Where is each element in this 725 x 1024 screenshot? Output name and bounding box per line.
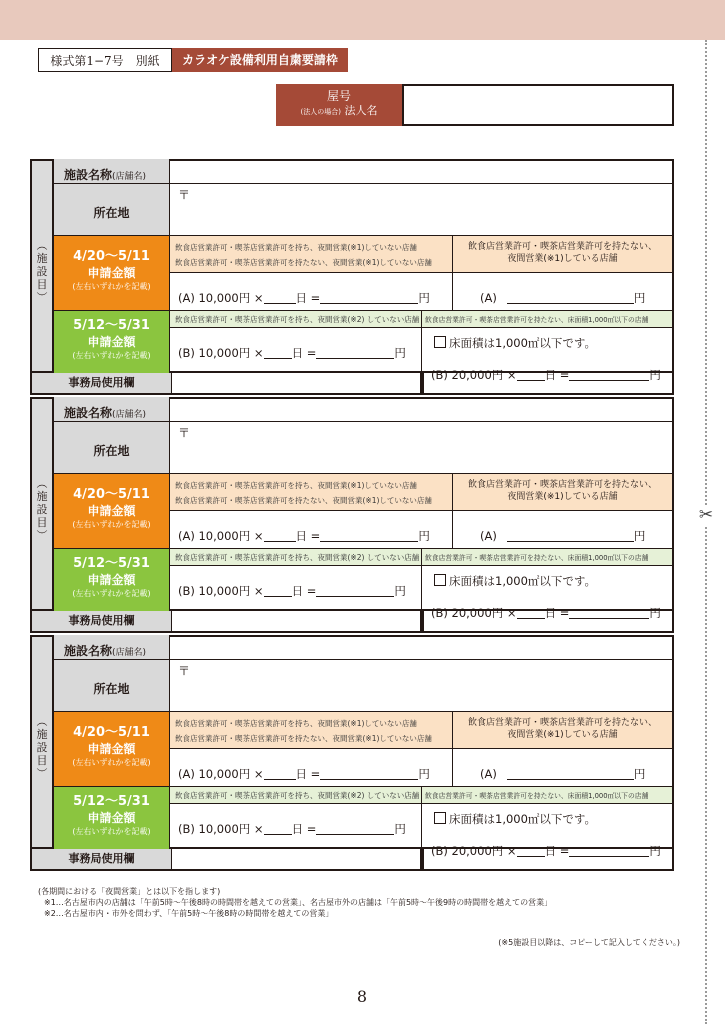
period2-label: 5/12〜5/31 申請金額 (左右いずれかを記載) (54, 549, 170, 611)
yago-label-small: (法人の場合) (300, 108, 341, 116)
checkbox-icon[interactable] (434, 812, 446, 824)
yago-label-line1: 屋号 (326, 89, 351, 103)
notes-line1: (各期間における「夜間営業」とは以下を指します) (38, 887, 221, 896)
period1-label: 4/20〜5/11 申請金額 (左右いずれかを記載) (54, 712, 170, 787)
facility-name-input[interactable] (170, 397, 672, 422)
period1-right-header: 飲食店営業許可・喫茶店営業許可を持たない、 夜間営業(※1)している店舗 (453, 712, 672, 749)
office-use-label: 事務局使用欄 (32, 373, 172, 393)
postal-mark: 〒 (178, 188, 191, 202)
facility-side-label (30, 159, 54, 373)
office-use-row (30, 373, 422, 395)
facility-block (30, 635, 674, 873)
facility-side-text: ︵ 施 設 目 ︶ (36, 715, 48, 780)
form-number-label: 様式第1−7号 別紙 (38, 48, 172, 72)
period2-label: 5/12〜5/31 申請金額 (左右いずれかを記載) (54, 311, 170, 373)
period1-label: 4/20〜5/11 申請金額 (左右いずれかを記載) (54, 236, 170, 311)
period1-right-header: 飲食店営業許可・喫茶店営業許可を持たない、 夜間営業(※1)している店舗 (453, 236, 672, 273)
page-number: 8 (356, 987, 368, 1006)
address-label: 所在地 (54, 422, 170, 474)
yago-input[interactable] (402, 84, 674, 126)
facility-name-label: 施設名称(店舗名) (54, 159, 170, 184)
period2-left-header: 飲食店営業許可・喫茶店営業許可を持ち、夜間営業(※2) していない店舗 (170, 549, 422, 566)
period2-right-header: 飲食店営業許可・喫茶店営業許可を持たない、床面積1,000㎡以下の店舗 (422, 311, 672, 328)
period2-right-calc[interactable]: (B) 20,000円 × 日 = 円 (422, 373, 674, 395)
period1-left-calc[interactable]: (A) 10,000円 × 日 = 円 (170, 511, 453, 549)
facility-name-label: 施設名称(店舗名) (54, 397, 170, 422)
period2-left-calc[interactable]: (B) 10,000円 × 日 = 円 (170, 804, 422, 849)
period1-left-header: 飲食店営業許可・喫茶店営業許可を持ち、夜間営業(※1)していない店舗 飲食店営業許可・喫茶店営業許可を持たない、夜間営業(※1)していない店舗 (170, 712, 453, 749)
floor-area-checkbox[interactable]: 床面積は1,000㎡以下です。 (434, 811, 672, 827)
copy-footnote: (※5施設目以降は、コピーして記入してください。) (498, 938, 680, 947)
postal-mark: 〒 (178, 426, 191, 440)
form-title: カラオケ設備利用自粛要請枠 (172, 48, 348, 72)
address-label: 所在地 (54, 660, 170, 712)
notes-line2: ※1…名古屋市内の店舗は「午前5時〜午後8時の時間帯を越えての営業」、名古屋市外の店舗は「午前5時〜午後9時の時間帯を越えての営業」 (44, 898, 553, 907)
facility-block (30, 397, 674, 635)
period2-left-header: 飲食店営業許可・喫茶店営業許可を持ち、夜間営業(※2) していない店舗 (170, 787, 422, 804)
period2-right-header: 飲食店営業許可・喫茶店営業許可を持たない、床面積1,000㎡以下の店舗 (422, 787, 672, 804)
yago-label-line2 (276, 103, 402, 120)
scissors-icon: ✂ (696, 505, 716, 525)
period2-left-calc[interactable]: (B) 10,000円 × 日 = 円 (170, 328, 422, 373)
checkbox-icon[interactable] (434, 336, 446, 348)
period2-right-calc[interactable]: (B) 20,000円 × 日 = 円 (422, 849, 674, 871)
period2-right-calc[interactable]: (B) 20,000円 × 日 = 円 (422, 611, 674, 633)
yago-label-main: 法人名 (344, 104, 378, 117)
period1-left-calc[interactable]: (A) 10,000円 × 日 = 円 (170, 749, 453, 787)
notes-line3: ※2…名古屋市内・市外を問わず、「午前5時〜午後8時の時間帯を越えての営業」 (44, 909, 334, 918)
top-color-band (0, 0, 725, 40)
period2-right-header: 飲食店営業許可・喫茶店営業許可を持たない、床面積1,000㎡以下の店舗 (422, 549, 672, 566)
address-label: 所在地 (54, 184, 170, 236)
cut-line (705, 40, 707, 1024)
office-use-label: 事務局使用欄 (32, 611, 172, 631)
period2-left-calc[interactable]: (B) 10,000円 × 日 = 円 (170, 566, 422, 611)
period1-right-calc[interactable]: (A) 円 (453, 749, 672, 787)
facility-side-text: ︵ 施 設 目 ︶ (36, 239, 48, 304)
period1-label: 4/20〜5/11 申請金額 (左右いずれかを記載) (54, 474, 170, 549)
office-use-row (30, 849, 422, 871)
floor-area-checkbox[interactable]: 床面積は1,000㎡以下です。 (434, 335, 672, 351)
period1-left-header: 飲食店営業許可・喫茶店営業許可を持ち、夜間営業(※1)していない店舗 飲食店営業許可・喫茶店営業許可を持たない、夜間営業(※1)していない店舗 (170, 236, 453, 273)
facility-side-label (30, 397, 54, 611)
period1-right-calc[interactable]: (A) 円 (453, 511, 672, 549)
period1-left-calc[interactable]: (A) 10,000円 × 日 = 円 (170, 273, 453, 311)
facility-name-input[interactable] (170, 159, 672, 184)
facility-side-text: ︵ 施 設 目 ︶ (36, 477, 48, 542)
address-input[interactable] (170, 660, 672, 712)
period1-left-header: 飲食店営業許可・喫茶店営業許可を持ち、夜間営業(※1)していない店舗 飲食店営業許可・喫茶店営業許可を持たない、夜間営業(※1)していない店舗 (170, 474, 453, 511)
facility-side-label (30, 635, 54, 849)
facility-name-input[interactable] (170, 635, 672, 660)
notes (38, 886, 678, 919)
checkbox-icon[interactable] (434, 574, 446, 586)
office-use-row (30, 611, 422, 633)
address-input[interactable] (170, 422, 672, 474)
period1-right-header: 飲食店営業許可・喫茶店営業許可を持たない、 夜間営業(※1)している店舗 (453, 474, 672, 511)
yago-label (276, 84, 402, 126)
period1-right-calc[interactable]: (A) 円 (453, 273, 672, 311)
floor-area-checkbox[interactable]: 床面積は1,000㎡以下です。 (434, 573, 672, 589)
office-use-label: 事務局使用欄 (32, 849, 172, 869)
address-input[interactable] (170, 184, 672, 236)
facility-name-label: 施設名称(店舗名) (54, 635, 170, 660)
period2-left-header: 飲食店営業許可・喫茶店営業許可を持ち、夜間営業(※2) していない店舗 (170, 311, 422, 328)
postal-mark: 〒 (178, 664, 191, 678)
facility-block (30, 159, 674, 397)
period2-label: 5/12〜5/31 申請金額 (左右いずれかを記載) (54, 787, 170, 849)
